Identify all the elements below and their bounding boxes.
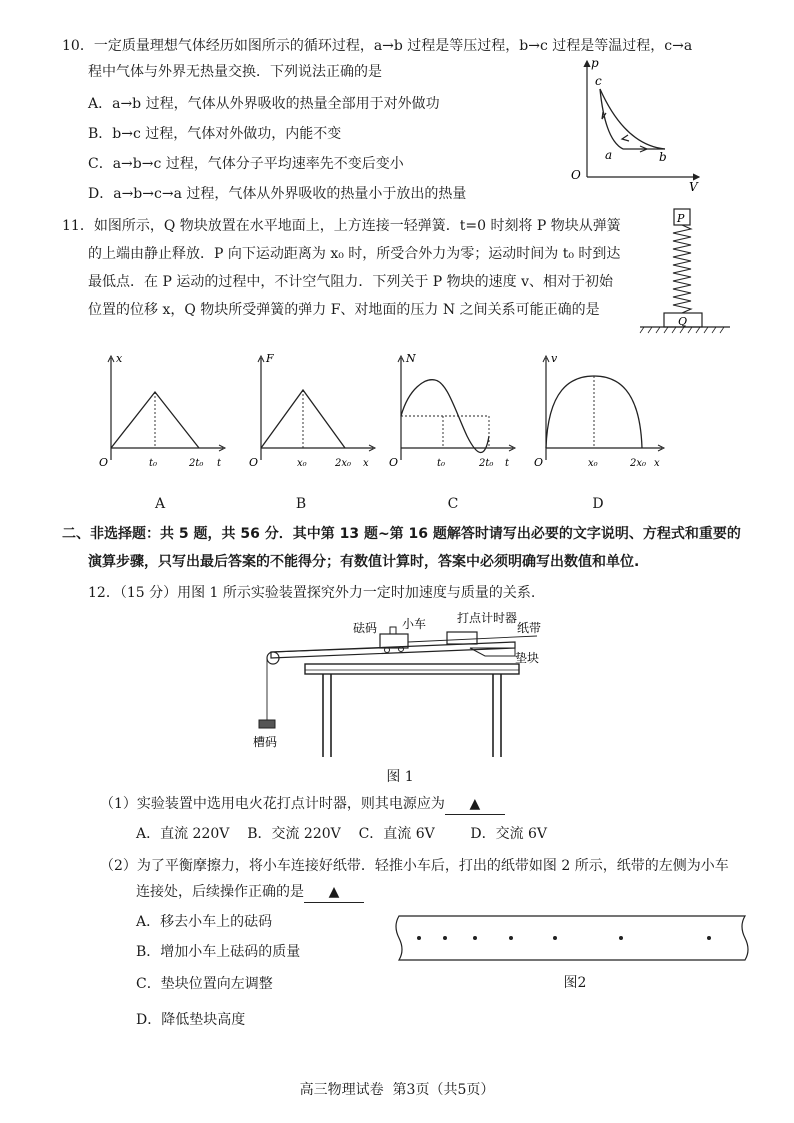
q10-pv-graph — [565, 55, 705, 195]
q11-graph-c — [385, 350, 520, 475]
q10-option-d: D．a→b→c→a 过程，气体从外界吸收的热量小于放出的热量 — [88, 186, 467, 202]
section2-heading-line2: 演算步骤，只写出最后答案的不能得分；有数值计算时，答案中必须明确写出数值和单位. — [88, 554, 640, 570]
q11-graph-b-letter: B — [295, 496, 307, 512]
q11-graph-d-ylabel: v — [551, 352, 558, 365]
q12-figure2-tape — [395, 912, 751, 964]
q12-sub2-option-a: A．移去小车上的砝码 — [136, 914, 273, 930]
q11-stem-line2: 的上端由静止释放．P 向下运动距离为 x₀ 时，所受合外力为零；运动时间为 t₀ 时到达 — [88, 246, 621, 262]
q12-sub2-option-c: C．垫块位置向左调整 — [136, 976, 273, 992]
q11-stem-line4: 位置的位移 x，Q 物块所受弹簧的弹力 F、对地面的压力 N 之间关系可能正确的是 — [88, 302, 600, 318]
q11-graph-a-xlabel: t — [217, 458, 222, 469]
q12-sub1-text: （1）实验装置中选用电火花打点计时器，则其电源应为 — [100, 796, 445, 812]
q11-stem-line1: 11．如图所示，Q 物块放置在水平地面上，上方连接一轻弹簧．t=0 时刻将 P 物块从弹簧 — [62, 218, 621, 234]
q11-graph-a-tick2: 2t₀ — [189, 458, 204, 469]
page-footer: 高三物理试卷 第3页（共5页） — [299, 1082, 495, 1098]
q11-graph-d-origin: O — [534, 456, 544, 469]
q12-sub2-answer-blank[interactable]: ▲ — [304, 882, 364, 903]
q12-sub2-line1: （2）为了平衡摩擦力，将小车连接好纸带．轻推小车后，打出的纸带如图 2 所示，纸带的左侧为小车 — [100, 858, 729, 874]
q10-stem-line2: 程中气体与外界无热量交换．下列说法正确的是 — [88, 64, 382, 80]
q12-sub1-answer-blank[interactable]: ▲ — [445, 794, 505, 815]
q11-graph-c-tick1: t₀ — [437, 458, 446, 469]
q11-spring-figure — [630, 205, 740, 340]
q12-sub1 — [100, 794, 505, 815]
q10-graph-point-c: c — [595, 74, 602, 88]
fig1-label-hook: 槽码 — [253, 735, 278, 749]
q11-stem-line3: 最低点．在 P 运动的过程中，不计空气阻力．下列关于 P 物块的速度 v、相对于初始 — [88, 274, 613, 290]
q10-graph-point-a: a — [605, 148, 613, 162]
q12-stem: 12．（15 分）用图 1 所示实验装置探究外力一定时加速度与质量的关系. — [88, 585, 536, 601]
q10-graph-xlabel: V — [689, 180, 698, 194]
q11-label-q: Q — [678, 315, 688, 328]
q11-graph-a-origin: O — [99, 456, 109, 469]
fig1-label-block: 垫块 — [515, 651, 540, 665]
q11-graph-b-tick1: x₀ — [297, 458, 307, 469]
q11-graph-d-tick1: x₀ — [588, 458, 598, 469]
q12-figure1-apparatus — [245, 612, 545, 757]
q12-sub1-options: A．直流 220V B．交流 220V C．直流 6V D．交流 6V — [136, 826, 548, 842]
q12-sub2-text: 连接处，后续操作正确的是 — [136, 884, 304, 900]
q10-option-b: B．b→c 过程，气体对外做功，内能不变 — [88, 126, 342, 142]
q10-stem-line1: 10．一定质量理想气体经历如图所示的循环过程，a→b 过程是等压过程，b→c 过程是等温过程，c→a — [62, 38, 693, 54]
q11-graph-c-xlabel: t — [505, 458, 510, 469]
q11-label-p: P — [677, 212, 685, 225]
fig1-label-cart: 小车 — [402, 617, 427, 631]
q11-graph-a-letter: A — [154, 496, 166, 512]
q11-graph-a — [95, 350, 230, 475]
q11-graph-b-ylabel: F — [266, 352, 274, 365]
q11-graph-d-xlabel: x — [654, 458, 660, 469]
fig1-label-tape: 纸带 — [517, 621, 542, 635]
q11-graph-c-ylabel: N — [406, 352, 416, 365]
q11-graph-c-tick2: 2t₀ — [479, 458, 494, 469]
q11-graph-a-tick1: t₀ — [149, 458, 158, 469]
q11-graph-b-xlabel: x — [363, 458, 369, 469]
q12-sub2-option-d: D．降低垫块高度 — [136, 1012, 246, 1028]
q11-graph-c-origin: O — [389, 456, 399, 469]
q11-graph-b-tick2: 2x₀ — [335, 458, 352, 469]
fig1-label-timer: 打点计时器 — [457, 612, 518, 625]
q12-figure2-caption: 图2 — [563, 975, 587, 991]
q10-graph-point-b: b — [659, 150, 667, 164]
q10-graph-ylabel: p — [591, 56, 599, 70]
q11-graph-a-ylabel: x — [116, 352, 123, 365]
section2-heading-line1: 二、非选择题：共 5 题，共 56 分．其中第 13 题~第 16 题解答时请写出必要的文字说明、方程式和重要的 — [62, 526, 741, 542]
q10-option-c: C．a→b→c 过程，气体分子平均速率先不变后变小 — [88, 156, 404, 172]
q10-graph-origin: O — [571, 168, 581, 182]
fig1-label-weight: 砝码 — [353, 621, 378, 635]
q11-graph-d-letter: D — [592, 496, 604, 512]
q10-option-a: A．a→b 过程，气体从外界吸收的热量全部用于对外做功 — [88, 96, 440, 112]
q11-graph-d — [530, 350, 670, 475]
q11-graph-c-letter: C — [447, 496, 459, 512]
q12-sub2-option-b: B．增加小车上砝码的质量 — [136, 944, 301, 960]
q11-graph-b — [245, 350, 380, 475]
q11-graph-d-tick2: 2x₀ — [630, 458, 647, 469]
q12-figure1-caption: 图 1 — [386, 769, 414, 785]
q12-sub2-line2 — [136, 882, 364, 903]
q11-graph-b-origin: O — [249, 456, 259, 469]
